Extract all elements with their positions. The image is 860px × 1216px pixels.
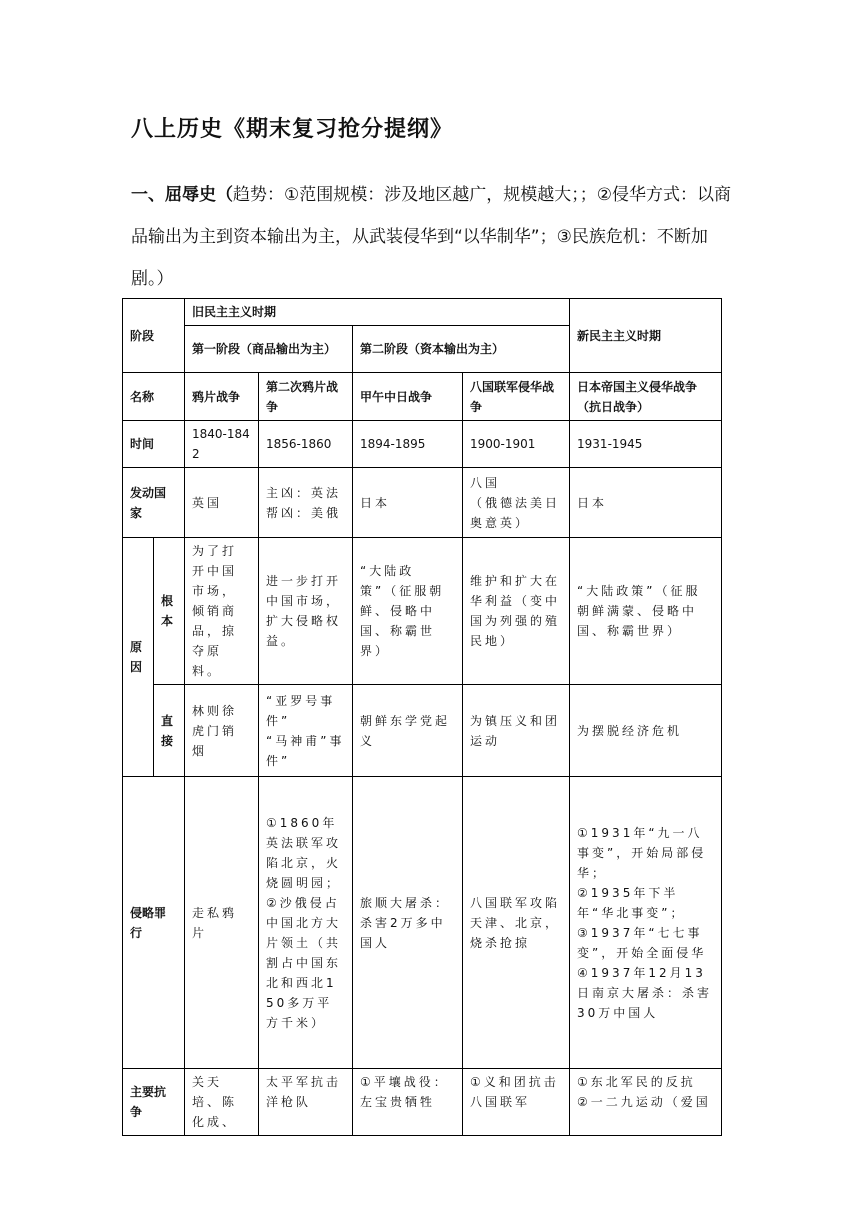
time-label: 时间: [123, 421, 185, 468]
crime-cell: 八国联军攻陷天津、北京，烧杀抢掠: [463, 777, 570, 1069]
resist-cell: ①义和团抗击八国联军: [463, 1069, 570, 1136]
name-label: 名称: [123, 373, 185, 421]
table-row: [123, 1069, 722, 1136]
table-row: [123, 777, 722, 1069]
cause-label: 原因: [123, 538, 154, 777]
direct-cause-cell: 林则徐虎门销烟: [185, 685, 259, 777]
time-cell: 1840-1842: [185, 421, 259, 468]
country-label: 发动国家: [123, 468, 185, 538]
stage-label: 阶段: [123, 299, 185, 373]
new-period-label: 新民主主义时期: [570, 299, 722, 373]
name-cell: 八国联军侵华战争: [463, 373, 570, 421]
name-cell: 甲午中日战争: [353, 373, 463, 421]
root-cause-cell: 为了打开中国市场，倾销商品，掠夺原料。: [185, 538, 259, 685]
country-cell: 八国 （俄德法美日奥意英）: [463, 468, 570, 538]
name-cell: 第二次鸦片战争: [259, 373, 353, 421]
phase2-label: 第二阶段（资本输出为主）: [353, 326, 570, 373]
time-cell: 1856-1860: [259, 421, 353, 468]
country-cell: 英国: [185, 468, 259, 538]
table-row: [123, 538, 722, 685]
time-cell: 1931-1945: [570, 421, 722, 468]
root-cause-cell: “大陆政策”（征服朝鲜、侵略中国、称霸世界）: [353, 538, 463, 685]
name-cell: 鸦片战争: [185, 373, 259, 421]
resist-cell: 关天培、陈化成、: [185, 1069, 259, 1136]
crime-cell: 走私鸦片: [185, 777, 259, 1069]
table-row: [123, 299, 722, 326]
root-cause-cell: “大陆政策”（征服朝鲜满蒙、侵略中国、称霸世界）: [570, 538, 722, 685]
time-cell: 1894-1895: [353, 421, 463, 468]
name-cell: 日本帝国主义侵华战争（抗日战争）: [570, 373, 722, 421]
root-cause-cell: 进一步打开中国市场，扩大侵略权益。: [259, 538, 353, 685]
old-period-label: 旧民主主义时期: [185, 299, 570, 326]
root-cause-cell: 维护和扩大在华利益（变中国为列强的殖民地）: [463, 538, 570, 685]
intro-lead: 一、屈辱史（: [131, 185, 233, 205]
table-row: [123, 421, 722, 468]
table-row: [123, 373, 722, 421]
direct-cause-cell: 朝鲜东学党起义: [353, 685, 463, 777]
crime-cell: 旅顺大屠杀：杀害2万多中国人: [353, 777, 463, 1069]
direct-label: 直接: [154, 685, 185, 777]
intro-paragraph: [131, 174, 731, 300]
crime-cell: ①1860年英法联军攻陷北京，火烧圆明园； ②沙俄侵占中国北方大片领土（共割占中国东北和西北150多万平方千米）: [259, 777, 353, 1069]
country-cell: 日本: [570, 468, 722, 538]
resist-cell: ①东北军民的反抗 ②一二九运动（爱国: [570, 1069, 722, 1136]
resist-cell: 太平军抗击洋枪队: [259, 1069, 353, 1136]
direct-cause-cell: 为摆脱经济危机: [570, 685, 722, 777]
history-table: [122, 298, 722, 1136]
crime-label: 侵略罪行: [123, 777, 185, 1069]
time-cell: 1900-1901: [463, 421, 570, 468]
intro-text: 趋势：①范围规模：涉及地区越广，规模越大；；②侵华方式：以商品输出为主到资本输出为主，从武装侵华到“以华制华”；③民族危机：不断加剧。）: [131, 185, 731, 289]
table-row: [123, 685, 722, 777]
resist-cell: ①平壤战役：左宝贵牺牲: [353, 1069, 463, 1136]
country-cell: 主凶：英法 帮凶：美俄: [259, 468, 353, 538]
root-label: 根本: [154, 538, 185, 685]
crime-cell: ①1931年“九一八事变”，开始局部侵华； ②1935年下半年“华北事变”； ③1937年“七七事变”，开始全面侵华 ④1937年12月13日南京大屠杀：杀害30万中国人: [570, 777, 722, 1069]
table-row: [123, 468, 722, 538]
direct-cause-cell: “亚罗号事件” “马神甫”事件”: [259, 685, 353, 777]
page-title: 八上历史《期末复习抢分提纲》: [131, 117, 454, 142]
resist-label: 主要抗争: [123, 1069, 185, 1136]
phase1-label: 第一阶段（商品输出为主）: [185, 326, 353, 373]
direct-cause-cell: 为镇压义和团运动: [463, 685, 570, 777]
country-cell: 日本: [353, 468, 463, 538]
